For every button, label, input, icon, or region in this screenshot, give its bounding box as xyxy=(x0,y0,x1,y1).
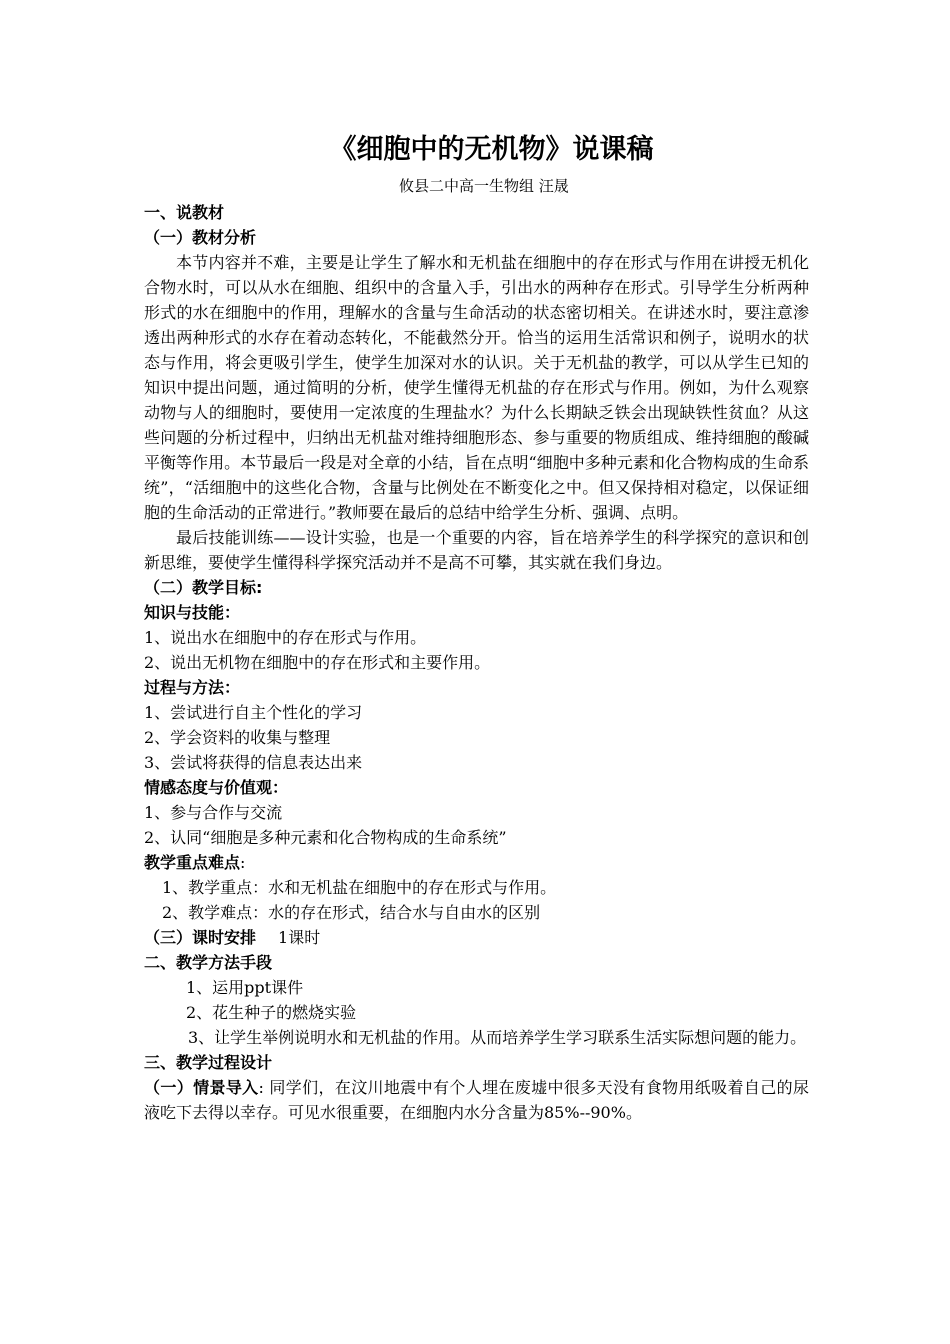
list-item: 2、教学难点：水的存在形式，结合水与自由水的区别 xyxy=(162,903,541,922)
subsection-heading-schedule: （三）课时安排 xyxy=(144,928,257,947)
skill-training-paragraph: 最后技能训练——设计实验，也是一个重要的内容，旨在培养学生的科学探究的意识和创新思维，要使学生懂得科学探究活动并不是高不可攀，其实就在我们身边。 xyxy=(144,528,809,572)
emotion-heading: 情感态度与价值观： xyxy=(144,778,289,797)
list-item: 1、说出水在细胞中的存在形式与作用。 xyxy=(144,628,427,647)
author-line: 攸县二中高一生物组 汪晟 xyxy=(399,177,569,195)
key-points-heading: 教学重点难点 xyxy=(144,853,241,872)
document-title: 《细胞中的无机物》说课稿 xyxy=(329,134,654,165)
list-item: 3、尝试将获得的信息表达出来 xyxy=(144,753,363,772)
knowledge-heading: 知识与技能： xyxy=(144,603,241,622)
key-points-colon: : xyxy=(240,853,246,872)
scenario-intro-text: : 同学们，在汶川地震中有个人埋在废墟中很多天没有食物用纸吸着自己的尿液吃下去得以幸存。可见水很重要，在细胞内水分含量为85%--90%。 xyxy=(144,1078,809,1122)
material-analysis-paragraph: 本节内容并不难，主要是让学生了解水和无机盐在细胞中的存在形式与作用在讲授无机化合物水时，可以从水在细胞、组织中的含量入手，引出水的两种存在形式。引导学生分析两种形式的水在细胞中的作用，理解水的含量与生命活动的状态密切相关。在讲述水时，要注意渗透出两种形式的水存在着动态转化，不能截然分开。恰当的运用生活常识和例子，说明水的状态与作用，将会更吸引学生，使学生加深对水的认识。关于无机盐的教学，可以从学生已知的知识中提出问题，通过简明的分析，使学生懂得无机盐的存在形式与作用。例如，为什么观察动物与人的细胞时，要使用一定浓度的生理盐水？为什么长期缺乏铁会出现缺铁性贫血？从这些问题的分析过程中，归纳出无机盐对维持细胞形态、参与重要的物质组成、维持细胞的酸碱平衡等作用。本节最后一段是对全章的小结，旨在点明“细胞中多种元素和化合物构成的生命系统”，“活细胞中的这些化合物，含量与比例处在不断变化之中。但又保持相对稳定，以保证细胞的生命活动的正常进行。”教师要在最后的总结中给学生分析、强调、点明。 xyxy=(144,253,809,522)
document-page xyxy=(144,128,809,1125)
schedule-value: 1课时 xyxy=(278,928,321,947)
scenario-intro-paragraph xyxy=(144,1075,809,1125)
list-item: 2、花生种子的燃烧实验 xyxy=(186,1003,357,1022)
section-heading-1: 一、说教材 xyxy=(144,203,225,222)
process-heading: 过程与方法： xyxy=(144,678,241,697)
section-heading-3: 三、教学过程设计 xyxy=(144,1053,273,1072)
schedule-row xyxy=(144,925,809,950)
method-item-3: 3、让学生举例说明水和无机盐的作用。从而培养学生学习联系生活实际想问题的能力。 xyxy=(188,1028,807,1047)
section-heading-2: 二、教学方法手段 xyxy=(144,953,273,972)
scenario-intro-label: （一）情景导入 xyxy=(144,1078,259,1097)
list-item: 2、认同“细胞是多种元素和化合物构成的生命系统” xyxy=(144,828,507,847)
subsection-heading-material-analysis: （一）教材分析 xyxy=(144,228,257,247)
list-item: 1、尝试进行自主个性化的学习 xyxy=(144,703,363,722)
list-item: 1、参与合作与交流 xyxy=(144,803,283,822)
list-item: 2、说出无机物在细胞中的存在形式和主要作用。 xyxy=(144,653,491,672)
list-item: 1、运用ppt课件 xyxy=(186,978,304,997)
subsection-heading-objectives: （二）教学目标: xyxy=(144,578,263,597)
list-item: 1、教学重点：水和无机盐在细胞中的存在形式与作用。 xyxy=(162,878,557,897)
key-points-heading-row xyxy=(144,850,809,875)
list-item: 2、学会资料的收集与整理 xyxy=(144,728,331,747)
